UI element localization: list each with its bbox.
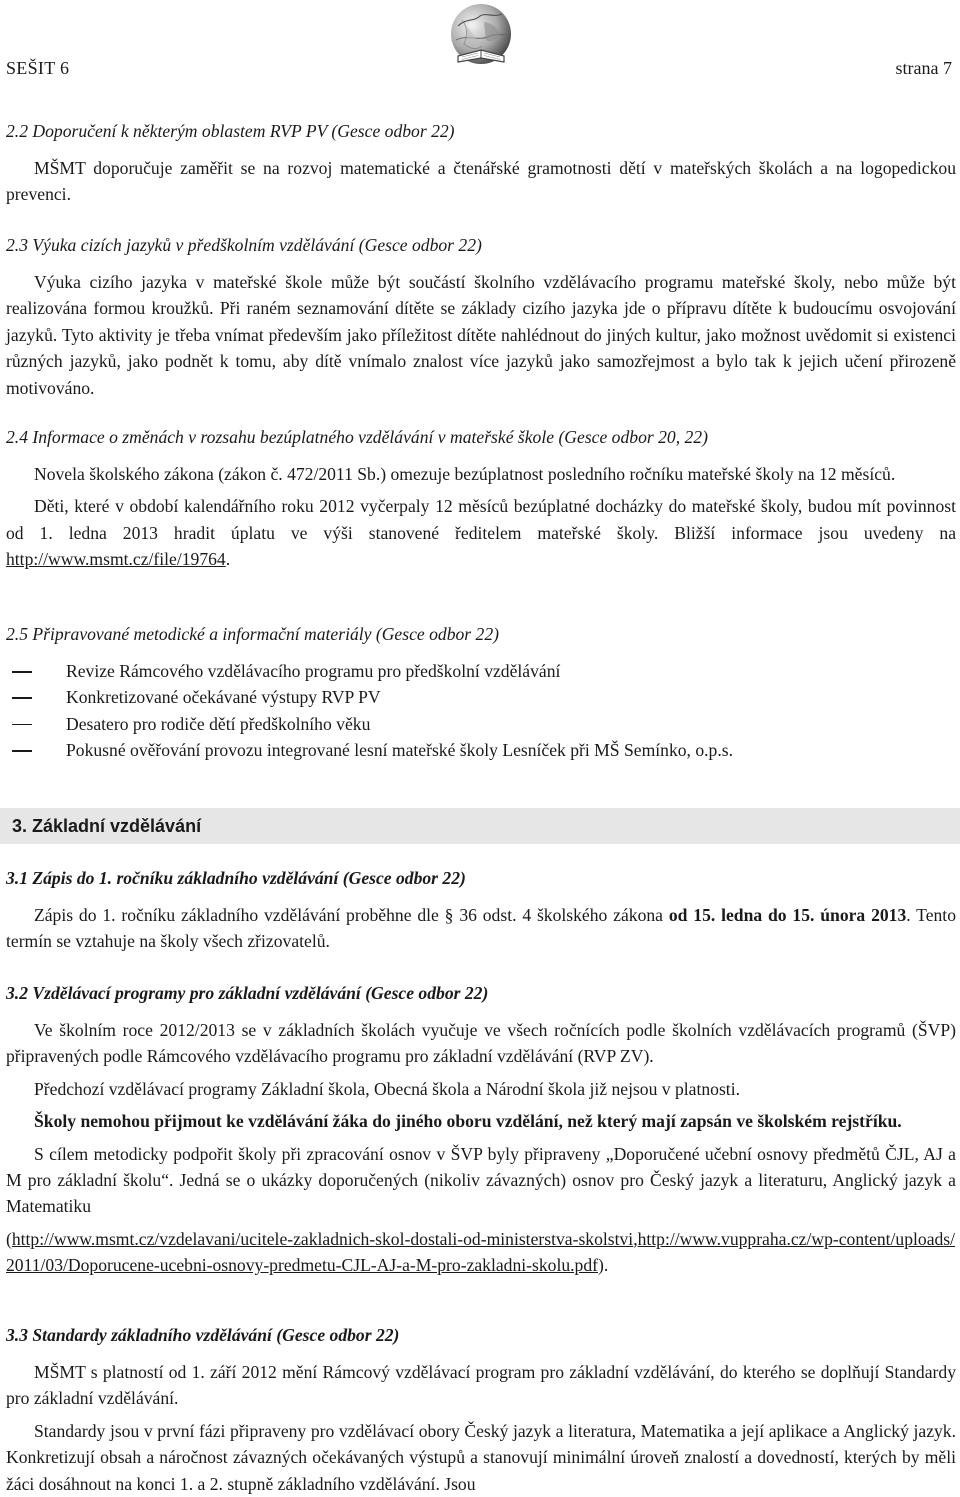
section-2-2-title: 2.2 Doporučení k některým oblastem RVP PV (Gesce odbor 22) [6, 121, 455, 141]
section-2-2-paragraph: MŠMT doporučuje zaměřit se na rozvoj matematické a čtenářské gramotnosti dětí v mateřských školách a na logopedickou prevenci. [6, 158, 956, 205]
list-item-text: Revize Rámcového vzdělávacího programu pro předškolní vzdělávání [66, 661, 561, 681]
dash-bullet-icon [12, 724, 32, 726]
msmt-article-link[interactable]: http://www.msmt.cz/vzdelavani/ucitele-zakladnich-skol-dostali-od-ministerstva-skolstvi [11, 1228, 634, 1249]
section-2-4-paragraph-1: Novela školského zákona (zákon č. 472/2011 Sb.) omezuje bezúplatnost posledního ročníku mateřské školy na 12 měsíců. [34, 464, 896, 484]
section-3-1 [6, 865, 956, 955]
paragraph-text: Zápis do 1. ročníku základního vzdělávání proběhne dle § 36 odst. 4 školského zákona [34, 905, 669, 925]
section-2-5-title: 2.5 Připravované metodické a informační materiály (Gesce odbor 22) [6, 624, 499, 644]
list-item [6, 658, 956, 684]
vuppraha-pdf-link[interactable]: http://www.vuppraha.cz/wp-content/uploads/2011/03/Doporucene-ucebni-osnovy-predmetu-CJL-AJ-a-M-pro-zakladni-skolu.pdf [6, 1228, 956, 1276]
dash-bullet-icon [12, 697, 32, 699]
section-3-2-paragraph-1: Ve školním roce 2012/2013 se v základních školách vyučuje ve všech ročnících podle školních vzdělávacích programů (ŠVP) připravených podle Rámcového vzdělávacího programu pro základní vzdělávání (RVP ZV). [6, 1020, 956, 1067]
paragraph-text: Děti, které v období kalendářního roku 2012 vyčerpaly 12 měsíců bezúplatné docházky do mateřské školy, budou mít povinnost od 1. ledna 2013 hradit úplatu ve výši stanovené ředitelem mateřské školy. Bližší informace jsou uvedeny na [6, 496, 956, 543]
materials-list [6, 658, 956, 764]
dash-bullet-icon [12, 671, 32, 673]
section-3-3-paragraph-1: MŠMT s platností od 1. září 2012 mění Rámcový vzdělávací program pro základní vzdělávání, do kterého se doplňují Standardy pro základní vzdělávání. [6, 1362, 956, 1409]
paragraph-end: . [225, 549, 231, 570]
section-2-3-title: 2.3 Výuka cizích jazyků v předškolním vzdělávání (Gesce odbor 22) [6, 235, 482, 255]
list-item [6, 711, 956, 737]
section-3-2-paragraph-2: Předchozí vzdělávací programy Základní škola, Obecná škola a Národní škola již nejsou v platnosti. [34, 1078, 740, 1099]
page-header [6, 0, 956, 82]
chapter-3-heading: 3. Základní vzdělávání [0, 808, 960, 844]
section-3-2-paragraph-3: Školy nemohou přijmout ke vzdělávání žáka do jiného oboru vzdělání, než který mají zapsán ve školském rejstříku. [34, 1111, 902, 1132]
msmt-file-link[interactable]: http://www.msmt.cz/file/19764 [6, 549, 226, 570]
document-page [6, 0, 956, 1494]
section-2-5 [6, 621, 956, 764]
list-item-text: Desatero pro rodiče dětí předškolního věku [66, 713, 371, 734]
globe-book-icon [444, 0, 518, 74]
section-2-4-title: 2.4 Informace o změnách v rozsahu bezúplatného vzdělávání v mateřské škole (Gesce odbor 20, 22) [6, 427, 708, 447]
section-3-2-links [6, 1226, 956, 1279]
section-3-1-paragraph [6, 902, 956, 955]
section-2-3 [6, 232, 956, 401]
list-item [6, 684, 956, 710]
section-3-3-paragraph-2: Standardy jsou v první fázi připraveny pro vzdělávací obory Český jazyk a literatura, Matematika a její aplikace a Anglický jazyk. Konkretizují obsah a náročnost závazných očekávaných výstupů a stanovují minimální úroveň znalostí a dovedností, kterých by měli žáci dosáhnout na konci 1. a 2. stupně základního vzdělávání. Jsou [6, 1420, 956, 1494]
section-3-2 [6, 980, 956, 1279]
dash-bullet-icon [12, 750, 32, 752]
section-2-4 [6, 424, 956, 573]
enrollment-dates: od 15. ledna do 15. února 2013 [668, 905, 907, 925]
link-separator: , [633, 1228, 638, 1249]
paren-open: ( [6, 1228, 12, 1249]
paren-close: ). [598, 1255, 609, 1276]
list-item-text: Pokusné ověřování provozu integrované lesní mateřské školy Lesníček při MŠ Semínko, o.p.s. [66, 740, 733, 761]
section-3-1-title: 3.1 Zápis do 1. ročníku základního vzdělávání (Gesce odbor 22) [6, 868, 466, 888]
list-item-text: Konkretizované očekávané výstupy RVP PV [66, 687, 381, 708]
section-3-2-paragraph-4: S cílem metodicky podpořit školy při zpracování osnov v ŠVP byly připraveny „Doporučené učební osnovy předmětů ČJL, AJ a M pro základní školu“. Jedná se o ukázky doporučených (nikoliv závazných) osnov pro Český jazyk a literaturu, Anglický jazyk a Matematiku [6, 1143, 956, 1217]
section-3-3 [6, 1322, 956, 1497]
list-item [6, 737, 956, 763]
page-number: strana 7 [895, 58, 952, 78]
section-3-3-title: 3.3 Standardy základního vzdělávání (Gesce odbor 22) [6, 1325, 400, 1345]
section-3-2-title: 3.2 Vzdělávací programy pro základní vzdělávání (Gesce odbor 22) [6, 983, 489, 1003]
paragraph-text: . Tento termín se vztahuje na školy všech zřizovatelů. [6, 905, 956, 952]
section-2-4-paragraph-2 [6, 493, 956, 572]
section-2-3-paragraph: Výuka cizího jazyka v mateřské škole může být součástí školního vzdělávacího programu mateřské školy, nebo může být realizována formou kroužků. Při raném seznamování dítěte se základy cizího jazyka jde o přípravu dítěte k budoucímu osvojování jazyků. Tyto aktivity je třeba vnímat především jako příležitost dítěte nahlédnout do jiných kultur, jako možnost uvědomit si existenci různých jazyků, jako podnět k tomu, aby dítě vnímalo znalost více jazyků jako samozřejmost a bylo tak k jejich učení přirozeně motivováno. [6, 272, 956, 398]
section-2-2 [6, 118, 956, 208]
booklet-number: SEŠIT 6 [6, 58, 70, 78]
